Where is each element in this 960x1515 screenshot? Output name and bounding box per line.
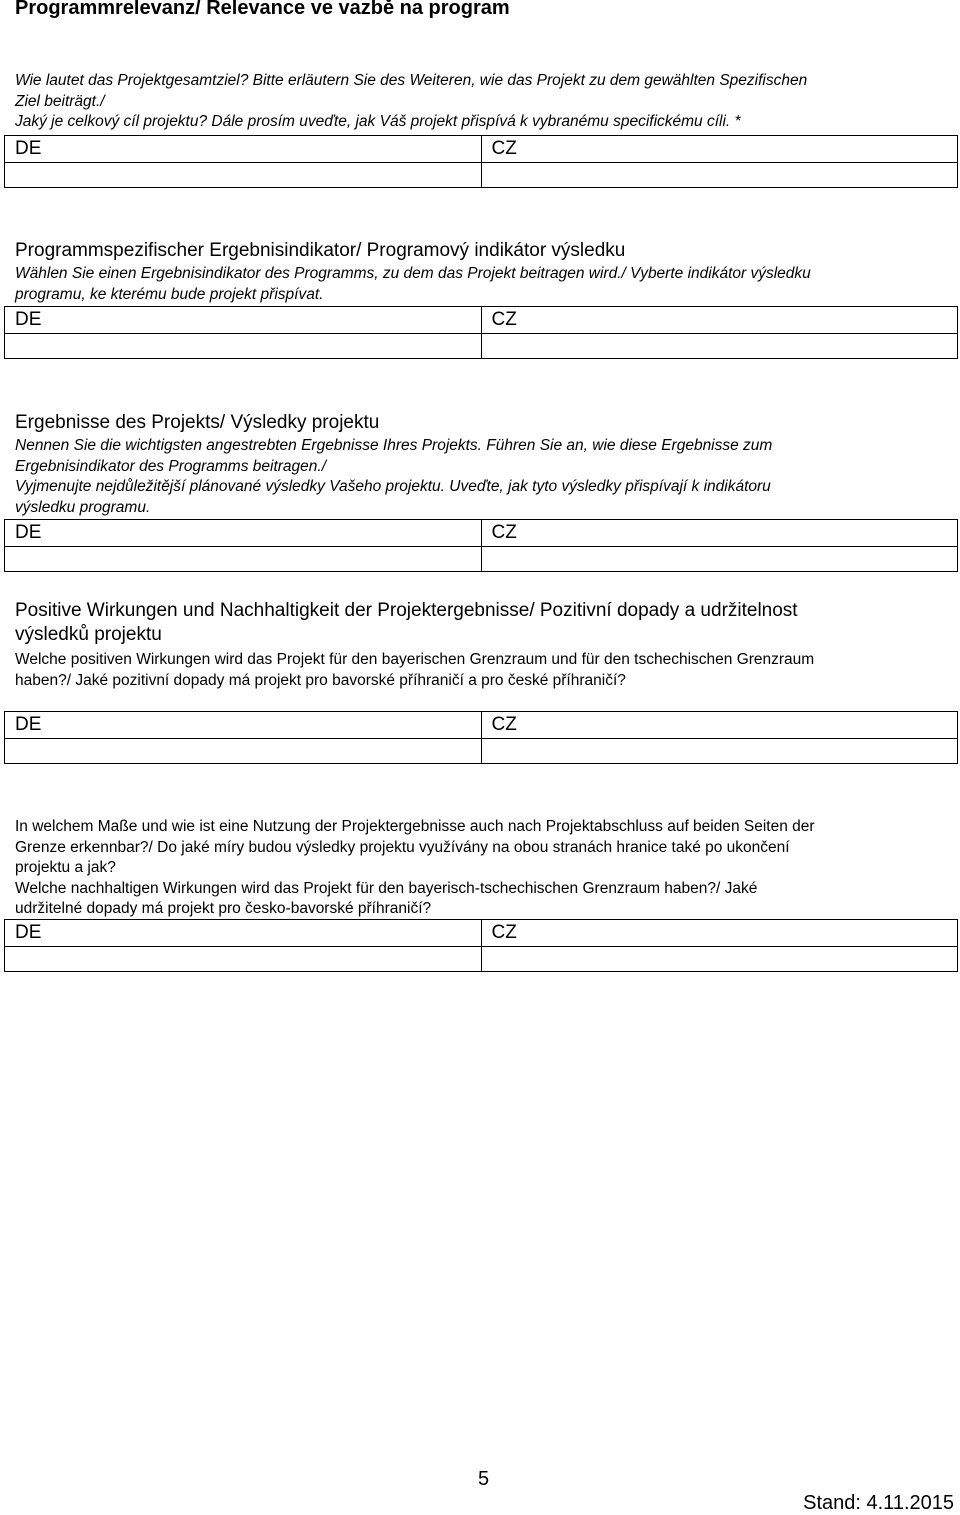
de-input-field[interactable] — [5, 334, 482, 359]
text-line: projektu a jak? — [15, 859, 116, 877]
text-line: Welche nachhaltigen Wirkungen wird das Projekt für den bayerisch-tschechischen Grenzraum haben?/ Jaké — [15, 879, 758, 897]
de-label: DE — [5, 307, 482, 334]
text-line: Vyjmenujte nejdůležitější plánované výsledky Vašeho projektu. Uveďte, jak tyto výsledky přispívají k indikátoru — [15, 478, 771, 496]
stand-date: Stand: 4.11.2015 — [803, 1492, 954, 1514]
text-line: Grenze erkennbar?/ Do jaké míry budou výsledky projektu využívány na obou stranách hranice také po ukončení — [15, 838, 790, 856]
text-line: Ergebnisindikator des Programms beitragen./ — [15, 457, 327, 475]
cz-label: CZ — [481, 136, 958, 163]
de-input-field[interactable] — [5, 947, 482, 972]
section-3-description — [15, 436, 772, 518]
section-3-title: Ergebnisse des Projekts/ Výsledky projektu — [15, 412, 380, 433]
de-label: DE — [5, 712, 482, 739]
text-line: programu, ke kterému bude projekt přispívat. — [15, 285, 324, 303]
text-line: udržitelné dopady má projekt pro česko-bavorské příhraničí? — [15, 900, 432, 918]
section-5-de-cz-table — [4, 919, 958, 972]
text-line: In welchem Maße und wie ist eine Nutzung der Projektergebnisse auch nach Projektabschluss auf beiden Seiten der — [15, 818, 815, 835]
section-3-de-cz-table — [4, 519, 958, 572]
text-line: výsledku programu. — [15, 498, 151, 516]
section-4-description — [15, 650, 814, 691]
de-input-field[interactable] — [5, 163, 482, 188]
text-line: Wählen Sie einen Ergebnisindikator des Programms, zu dem das Projekt beitragen wird./ Vyberte indikátor výsledku — [15, 265, 811, 282]
cz-input-field[interactable] — [481, 739, 958, 764]
section-4-title — [15, 599, 798, 647]
cz-label: CZ — [481, 307, 958, 334]
section-1-de-cz-table — [4, 135, 958, 188]
de-input-field[interactable] — [5, 739, 482, 764]
text-line: Welche positiven Wirkungen wird das Projekt für den bayerischen Grenzraum und für den tschechischen Grenzraum — [15, 651, 815, 668]
page-number: 5 — [478, 1468, 490, 1490]
cz-label: CZ — [481, 920, 958, 947]
section-4-de-cz-table — [4, 711, 958, 764]
de-label: DE — [5, 520, 482, 547]
text-line: Ziel beiträgt./ — [15, 92, 105, 110]
text-line: haben?/ Jaké pozitivní dopady má projekt pro bavorské příhraničí a pro české příhraničí? — [15, 671, 626, 689]
section-2-description — [15, 264, 811, 305]
de-input-field[interactable] — [5, 547, 482, 572]
text-line: Wie lautet das Projektgesamtziel? Bitte erläutern Sie des Weiteren, wie das Projekt zu dem gewählten Spezifischen — [15, 72, 808, 89]
cz-label: CZ — [481, 520, 958, 547]
text-line: Jaký je celkový cíl projektu? Dále prosím uveďte, jak Váš projekt přispívá k vybranému specifickému cíli. * — [15, 113, 741, 131]
section-1-description — [15, 71, 807, 133]
section-2-title: Programmspezifischer Ergebnisindikator/ Programový indikátor výsledku — [15, 240, 626, 261]
text-line: Nennen Sie die wichtigsten angestrebten Ergebnisse Ihres Projekts. Führen Sie an, wie diese Ergebnisse zum — [15, 437, 773, 454]
cz-input-field[interactable] — [481, 334, 958, 359]
title-line: Positive Wirkungen und Nachhaltigkeit der Projektergebnisse/ Pozitivní dopady a udržitelnost — [15, 600, 798, 621]
de-label: DE — [5, 920, 482, 947]
page-title: Programmrelevanz/ Relevance ve vazbě na program — [15, 0, 510, 19]
cz-input-field[interactable] — [481, 547, 958, 572]
de-label: DE — [5, 136, 482, 163]
cz-input-field[interactable] — [481, 947, 958, 972]
section-2-de-cz-table — [4, 306, 958, 359]
cz-label: CZ — [481, 712, 958, 739]
section-5-description — [15, 817, 815, 920]
cz-input-field[interactable] — [481, 163, 958, 188]
title-line: výsledků projektu — [15, 624, 162, 645]
